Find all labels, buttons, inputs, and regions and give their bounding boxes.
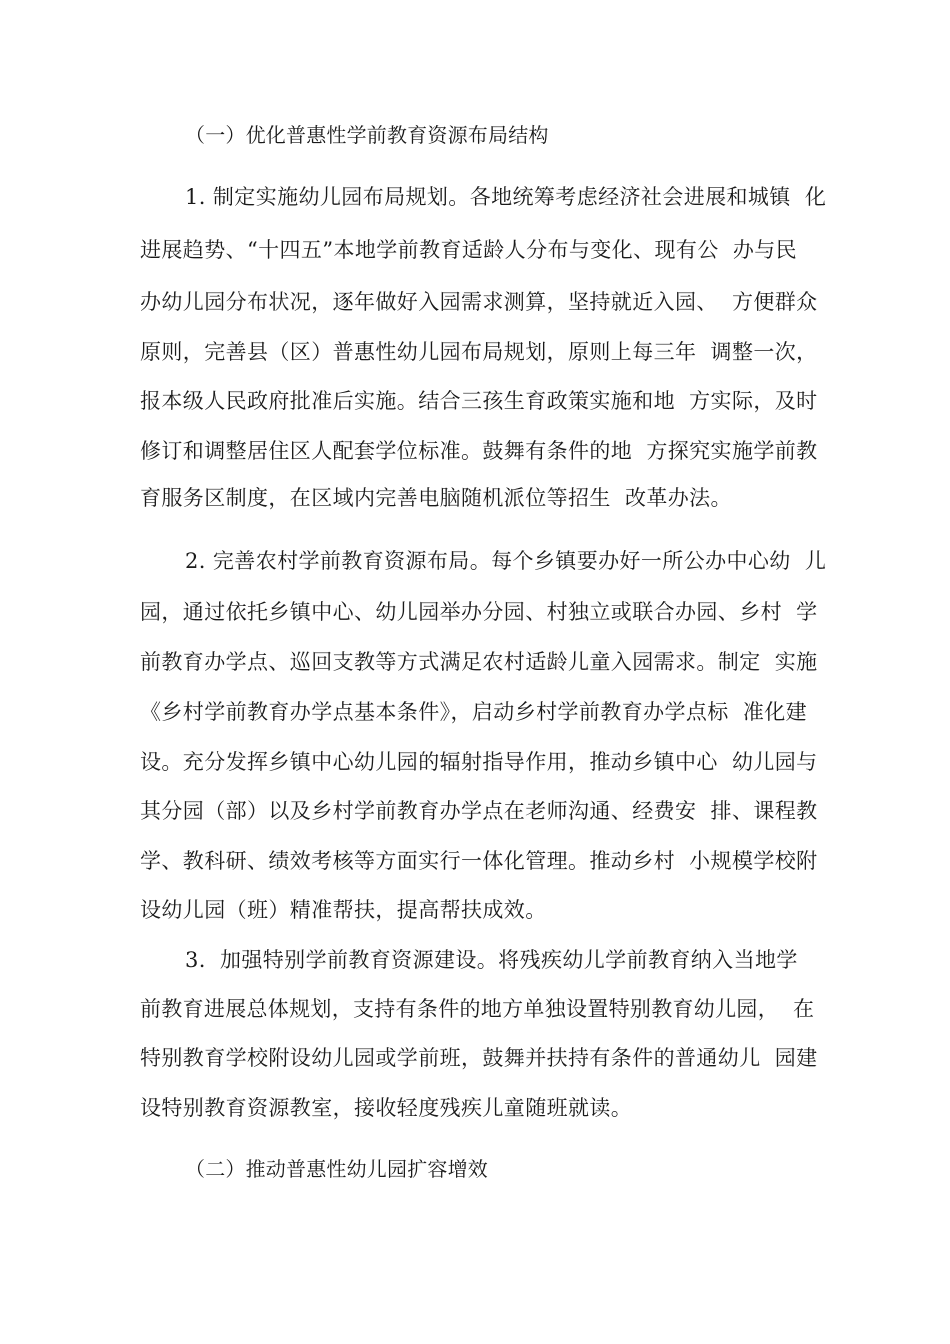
paragraph-2-line-8: 设幼儿园（班）精准帮扶，提高帮扶成效。 <box>140 898 547 922</box>
paragraph-1-line-6: 修订和调整居住区人配套学位标准。鼓舞有条件的地 方探究实施学前教 <box>140 439 818 463</box>
paragraph-1-line-4: 原则，完善县（区）普惠性幼儿园布局规划，原则上每三年 调整一次， <box>140 340 818 364</box>
paragraph-1-line-2: 进展趋势、“十四五”本地学前教育适龄人分布与变化、现有公 办与民 <box>140 238 798 262</box>
paragraph-2-line-6: 其分园（部）以及乡村学前教育办学点在老师沟通、经费安 排、课程教 <box>140 799 818 823</box>
paragraph-1-line-5: 报本级人民政府批准后实施。结合三孩生育政策实施和地 方实际，及时 <box>140 389 818 413</box>
paragraph-3-line-1: 3. 加强特别学前教育资源建设。将残疾幼儿学前教育纳入当地学 <box>185 948 798 972</box>
paragraph-2-line-4: 《乡村学前教育办学点基本条件》，启动乡村学前教育办学点标 准化建 <box>140 700 808 724</box>
paragraph-2-line-3: 前教育办学点、巡回支教等方式满足农村适龄儿童入园需求。制定 实施 <box>140 650 818 674</box>
paragraph-3-line-4: 设特别教育资源教室，接收轻度残疾儿童随班就读。 <box>140 1096 633 1120</box>
paragraph-2-line-1: 2. 完善农村学前教育资源布局。每个乡镇要办好一所公办中心幼 儿 <box>185 549 827 573</box>
paragraph-3-line-2: 前教育进展总体规划，支持有条件的地方单独设置特别教育幼儿园， 在 <box>140 997 815 1021</box>
section-heading-1: （一）优化普惠性学前教育资源布局结构 <box>185 123 549 147</box>
paragraph-2-line-5: 设。充分发挥乡镇中心幼儿园的辐射指导作用，推动乡镇中心 幼儿园与 <box>140 750 818 774</box>
paragraph-1-line-1: 1. 制定实施幼儿园布局规划。各地统筹考虑经济社会进展和城镇 化 <box>185 185 827 209</box>
paragraph-2-line-7: 学、教科研、绩效考核等方面实行一体化管理。推动乡村 小规模学校附 <box>140 849 818 873</box>
paragraph-3-line-3: 特别教育学校附设幼儿园或学前班，鼓舞并扶持有条件的普通幼儿 园建 <box>140 1046 818 1070</box>
section-heading-2: （二）推动普惠性幼儿园扩容增效 <box>185 1157 488 1181</box>
paragraph-1-line-7: 育服务区制度，在区域内完善电脑随机派位等招生 改革办法。 <box>140 486 732 510</box>
paragraph-2-line-2: 园，通过依托乡镇中心、幼儿园举办分园、村独立或联合办园、乡村 学 <box>140 600 818 624</box>
paragraph-1-line-3: 办幼儿园分布状况，逐年做好入园需求测算，坚持就近入园、 方便群众 <box>140 290 818 314</box>
